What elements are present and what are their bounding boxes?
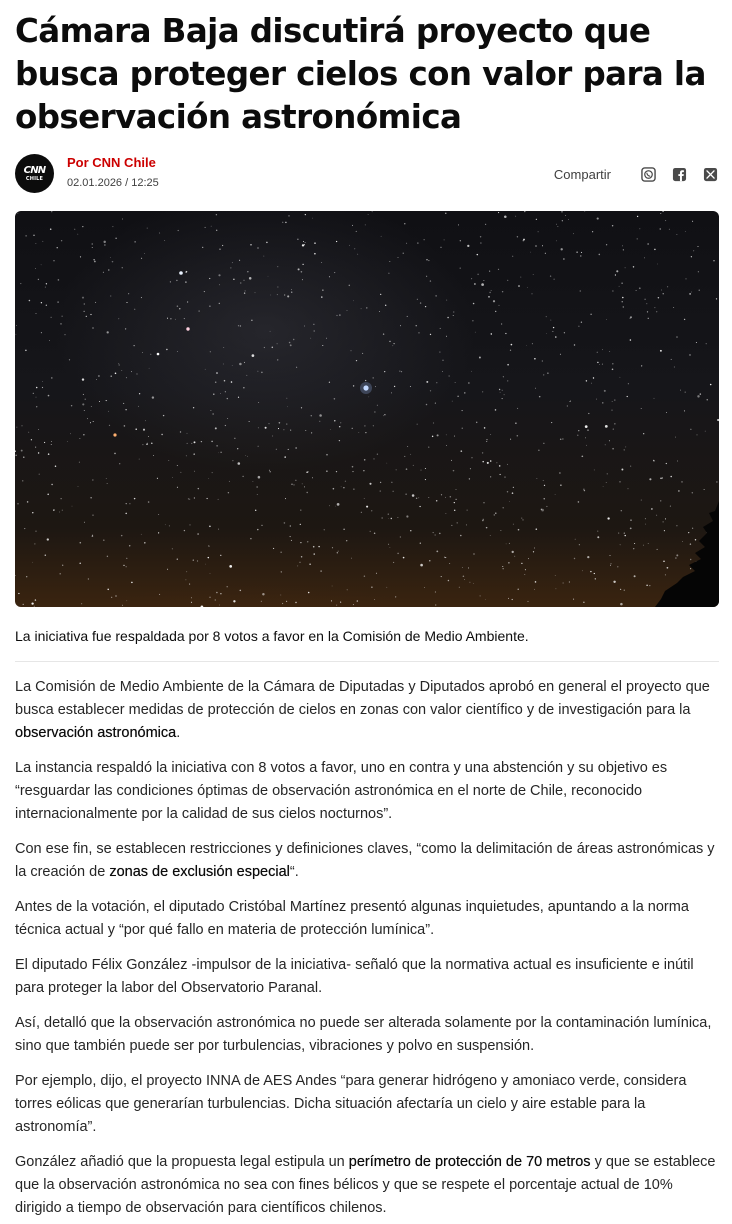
x-share-button[interactable]	[703, 167, 718, 182]
paragraph-1	[15, 676, 719, 745]
link-zonas-exclusion-especial[interactable]: zonas de exclusión especial	[109, 864, 290, 880]
caption-divider	[15, 661, 719, 662]
logo-main-text: CNN	[23, 164, 46, 176]
x-icon	[703, 167, 718, 182]
publish-date: 02.01.2026 / 12:25	[67, 177, 159, 189]
author-link[interactable]: Por CNN Chile	[67, 155, 156, 170]
paragraph-text: La Comisión de Medio Ambiente de la Cámara de Diputadas y Diputados aprobó en general el proyecto que busca establecer medidas de protección de cielos en zonas con valor científico y de investigación para la	[15, 679, 710, 718]
paragraph-text: Con ese fin, se establecen restricciones y definiciones claves, “como la delimitación de áreas astronómicas y la creación de	[15, 841, 715, 880]
paragraph-7: Por ejemplo, dijo, el proyecto INNA de AES Andes “para generar hidrógeno y amoniaco verde, considera torres eólicas que generarían turbulencias. Dicha situación afectaría un cielo y aire estable para la astronomía”.	[15, 1073, 687, 1135]
paragraph-text: y que se establece que la observación astronómica no sea con fines bélicos y que se respete el porcentaje actual de 10% dirigido a tiempo de observación para científicos chilenos.	[15, 1154, 716, 1216]
paragraph-6: Así, detalló que la observación astronómica no puede ser alterada solamente por la contaminación lumínica, sino que también puede ser por turbulencias, vibraciones y polvo en suspensión.	[15, 1015, 712, 1054]
whatsapp-share-button[interactable]	[641, 167, 656, 182]
article-body	[15, 676, 719, 1220]
tree-silhouette	[655, 501, 719, 607]
hero-image-night-sky	[15, 211, 719, 607]
paragraph-5: El diputado Félix González -impulsor de la iniciativa- señaló que la normativa actual es insuficiente e inútil para proteger la labor del Observatorio Paranal.	[15, 957, 694, 996]
paragraph-3	[15, 838, 719, 884]
facebook-icon	[672, 167, 687, 182]
paragraph-text: “.	[289, 864, 299, 880]
article-headline: Cámara Baja discutirá proyecto que busca proteger cielos con valor para la observación astronómica	[15, 12, 706, 136]
paragraph-text: González añadió que la propuesta legal estipula un	[15, 1154, 349, 1170]
starfield	[15, 211, 719, 607]
paragraph-2: La instancia respaldó la iniciativa con 8 votos a favor, uno en contra y una abstención y su objetivo es “resguardar las condiciones óptimas de observación astronómica en el norte de Chile, reconocido internacionalmente por la calidad de sus cielos nocturnos”.	[15, 760, 668, 822]
link-observacion-astronomica[interactable]: observación astronómica	[15, 725, 177, 741]
share-label: Compartir	[553, 167, 611, 182]
share-bar	[554, 167, 718, 182]
facebook-share-button[interactable]	[672, 167, 687, 182]
paragraph-text: .	[176, 725, 181, 741]
byline	[15, 153, 718, 211]
logo-sub-text: CHILE	[25, 175, 44, 182]
paragraph-4: Antes de la votación, el diputado Cristóbal Martínez presentó algunas inquietudes, apuntando a la norma técnica actual y “por qué fallo en materia de protección lumínica”.	[15, 899, 689, 938]
whatsapp-icon	[641, 167, 656, 182]
paragraph-8	[15, 1151, 719, 1220]
image-caption: La iniciativa fue respaldada por 8 votos a favor en la Comisión de Medio Ambiente.	[15, 628, 529, 644]
cnn-chile-logo[interactable]	[15, 154, 54, 193]
link-perimetro-proteccion[interactable]: perímetro de protección de 70 metros	[348, 1154, 591, 1170]
